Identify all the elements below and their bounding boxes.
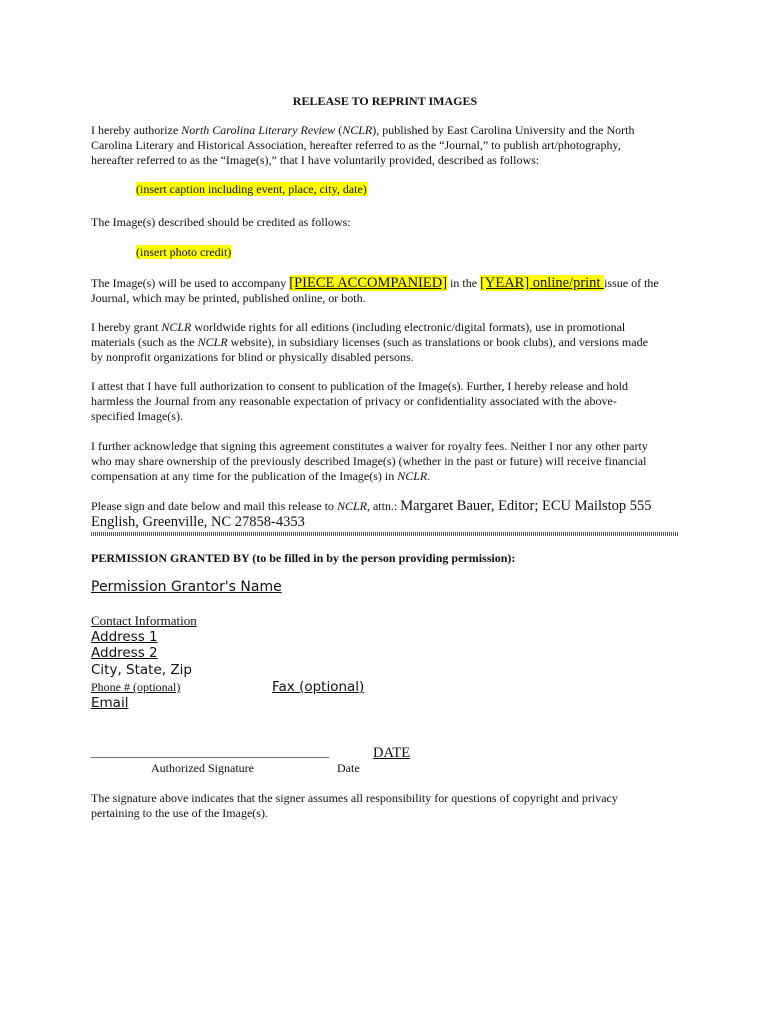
- email-field[interactable]: Email: [91, 695, 129, 711]
- text: compensation at any time for the publication of the Image(s) in: [91, 469, 398, 483]
- text: I hereby authorize: [91, 123, 182, 137]
- text: Please sign and date below and mail this release to: [91, 499, 337, 513]
- permission-heading: PERMISSION GRANTED BY (to be filled in by the person providing permission):: [91, 551, 516, 565]
- text: ), published by East Carolina University and the North: [372, 123, 635, 137]
- date-label: Date: [337, 761, 360, 775]
- paragraph-accompany: [91, 275, 659, 291]
- divider: [91, 532, 679, 536]
- journal-name: North Carolina Literary Review: [181, 123, 336, 137]
- paragraph-acknowledge: I further acknowledge that signing this agreement constitutes a waiver for royalty fees. Neither I nor any other party: [91, 439, 648, 453]
- address1-field[interactable]: Address 1: [91, 629, 158, 645]
- grantor-name-field[interactable]: Permission Grantor's Name: [91, 579, 282, 595]
- text: .: [427, 469, 431, 483]
- address2-field[interactable]: Address 2: [91, 645, 158, 661]
- text: issue of the: [604, 276, 659, 290]
- paragraph-attest: I attest that I have full authorization to consent to publication of the Image(s). Further, I hereby release and hold: [91, 379, 629, 393]
- journal-abbr: NCLR: [161, 320, 192, 334]
- mailing-address-line2: English, Greenville, NC 27858-4353: [91, 514, 305, 530]
- text: (: [335, 123, 343, 137]
- date-field[interactable]: DATE: [373, 745, 411, 761]
- paragraph-line: harmless the Journal from any reasonable expectation of privacy or confidentiality associated with the above-: [91, 394, 617, 408]
- paragraph-line: Journal, which may be printed, published online, or both.: [91, 291, 366, 305]
- text: , attn.:: [366, 499, 401, 513]
- journal-abbr: NCLR: [336, 499, 367, 513]
- phone-field[interactable]: Phone # (optional): [91, 680, 181, 694]
- text: The Image(s) will be used to accompany: [91, 276, 290, 290]
- caption-field[interactable]: (insert caption including event, place, city, date): [136, 182, 367, 196]
- journal-abbr: NCLR: [397, 469, 428, 483]
- paragraph-mail: [91, 498, 652, 514]
- journal-abbr: NCLR: [342, 123, 373, 137]
- paragraph-line: by nonprofit organizations for blind or physically disabled persons.: [91, 350, 414, 364]
- text: worldwide rights for all editions (including electronic/digital formats), use in promotional: [191, 320, 626, 334]
- text: materials (such as the: [91, 335, 198, 349]
- paragraph-line: Carolina Literary and Historical Association, hereafter referred to as the “Journal,” to publish art/photography,: [91, 138, 621, 152]
- photo-credit-field[interactable]: (insert photo credit): [136, 245, 232, 259]
- paragraph-line: specified Image(s).: [91, 409, 183, 423]
- text: in the: [447, 276, 481, 290]
- paragraph-line: [91, 335, 648, 349]
- fax-field[interactable]: Fax (optional): [272, 679, 365, 695]
- mailing-address: Margaret Bauer, Editor; ECU Mailstop 555: [400, 498, 652, 514]
- credit-intro: The Image(s) described should be credited as follows:: [91, 215, 351, 229]
- footer-note-line2: pertaining to the use of the Image(s).: [91, 806, 268, 820]
- text: I hereby grant: [91, 320, 162, 334]
- paragraph-line: who may share ownership of the previously described Image(s) (whether in the past or future) will receive financial: [91, 454, 647, 468]
- paragraph-grant: [91, 320, 625, 334]
- text: website), in subsidiary licenses (such as translations or book clubs), and versions made: [227, 335, 648, 349]
- journal-abbr: NCLR: [197, 335, 228, 349]
- contact-info-label: Contact Information: [91, 613, 197, 628]
- document-title: RELEASE TO REPRINT IMAGES: [292, 94, 478, 108]
- piece-field[interactable]: [PIECE ACCOMPANIED]: [289, 275, 448, 291]
- city-state-zip-field[interactable]: City, State, Zip: [91, 662, 192, 678]
- signature-line[interactable]: ____________________________________________: [91, 745, 329, 759]
- paragraph-line: hereafter referred to as the “Image(s),” that I have voluntarily provided, described as follows:: [91, 153, 540, 167]
- year-field[interactable]: [YEAR] online/print: [480, 275, 605, 291]
- signature-label: Authorized Signature: [151, 761, 254, 775]
- footer-note: The signature above indicates that the signer assumes all responsibility for questions of copyright and privacy: [91, 791, 618, 805]
- paragraph-line: [91, 469, 430, 483]
- paragraph-authorize: [91, 123, 635, 137]
